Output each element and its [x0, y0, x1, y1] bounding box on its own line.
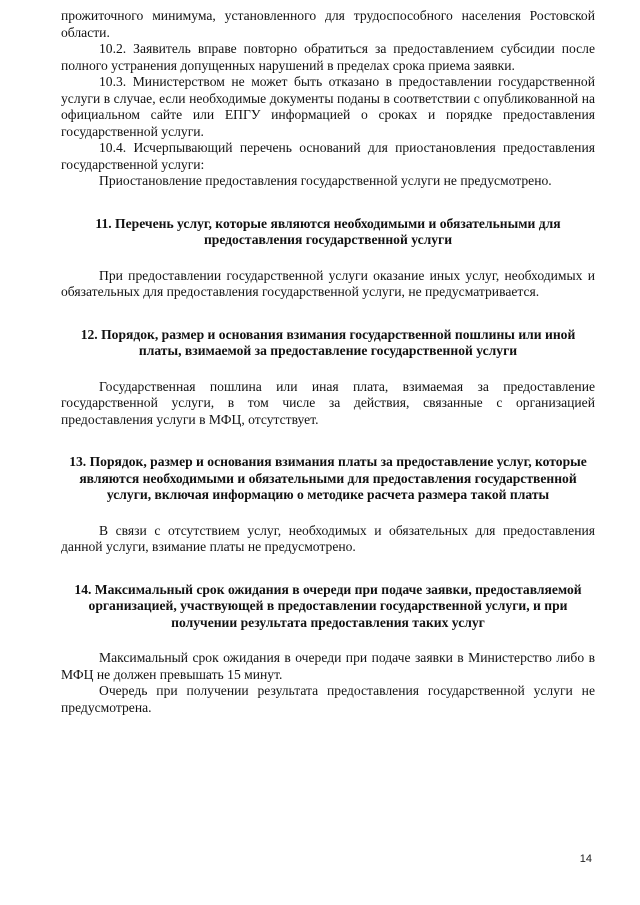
- section-13-body: В связи с отсутствием услуг, необходимых и обязательных для предоставления данной услуги, взимание платы не предусмотрено.: [61, 522, 595, 554]
- section-heading-11: 11. Перечень услуг, которые являются необходимыми и обязательными для предоставления государственной услуги: [95, 215, 561, 247]
- spacer: [61, 556, 595, 582]
- spacer: [61, 190, 595, 216]
- spacer: [61, 301, 595, 327]
- spacer: [61, 360, 595, 379]
- section-heading-14: 14. Максимальный срок ожидания в очереди при подаче заявки, предоставляемой организацией, участвующей в предоставлении государственной услуги, и при получении результата предоставления таких услуг: [74, 581, 582, 630]
- document-body: [61, 8, 595, 716]
- section-12-body: Государственная пошлина или иная плата, взимаемая за предоставление государственной услуги, в том числе за действия, связанные с организацией предоставления услуги в МФЦ, отсутствует.: [61, 378, 595, 427]
- section-14-body-1: Максимальный срок ожидания в очереди при подаче заявки в Министерство либо в МФЦ не должен превышать 15 минут.: [61, 650, 595, 682]
- spacer: [61, 249, 595, 268]
- spacer: [61, 428, 595, 454]
- page-number: 14: [579, 853, 592, 865]
- paragraph-10-4: 10.4. Исчерпывающий перечень оснований для приостановления предоставления государственной услуги:: [61, 140, 595, 172]
- spacer: [61, 631, 595, 650]
- section-11-body: При предоставлении государственной услуги оказание иных услуг, необходимых и обязательных для предоставления государственной услуги, не предусматривается.: [61, 267, 595, 299]
- paragraph-10-3: 10.3. Министерством не может быть отказано в предоставлении государственной услуги в случае, если необходимые документы поданы в соответствии с опубликованной на официальном сайте или ЕПГУ информацией о сроках и порядке предоставления государственной услуги.: [61, 74, 595, 139]
- paragraph-10-2: 10.2. Заявитель вправе повторно обратиться за предоставлением субсидии после полного устранения допущенных нарушений в пределах срока приема заявки.: [61, 41, 595, 73]
- section-heading-13: 13. Порядок, размер и основания взимания платы за предоставление услуг, которые являются необходимыми и обязательными для предоставления государственной услуги, включая информацию о методике расчета размера такой платы: [69, 454, 587, 502]
- paragraph-10-4-body: Приостановление предоставления государственной услуги не предусмотрено.: [99, 173, 552, 188]
- section-14-body-2: Очередь при получении результата предоставления государственной услуги не предусмотрена.: [61, 683, 595, 715]
- intro-paragraph: прожиточного минимума, установленного для трудоспособного населения Ростовской области.: [61, 8, 595, 40]
- spacer: [61, 504, 595, 523]
- section-heading-12: 12. Порядок, размер и основания взимания государственной пошлины или иной платы, взимаемой за предоставление государственной услуги: [80, 326, 576, 358]
